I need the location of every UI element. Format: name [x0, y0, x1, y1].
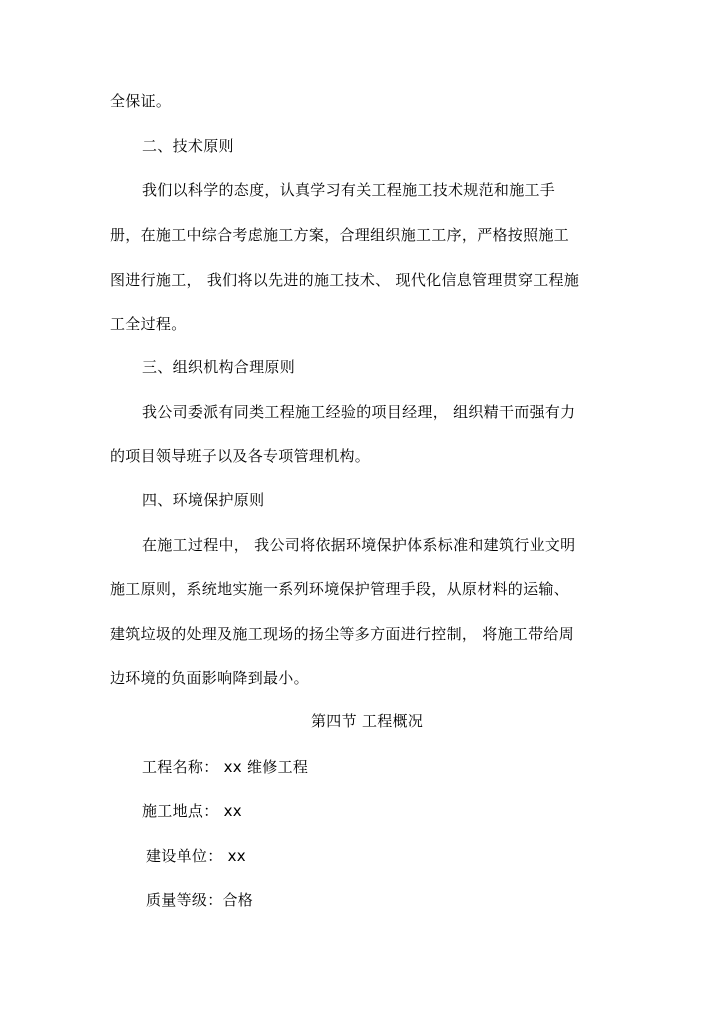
paragraph-line: 施工原则，系统地实施一系列环境保护管理手段，从原材料的运输、: [110, 580, 570, 598]
paragraph-line: 我们以科学的态度，认真学习有关工程施工技术规范和施工手: [142, 181, 556, 199]
paragraph-line: 图进行施工， 我们将以先进的施工技术、 现代化信息管理贯穿工程施: [110, 271, 580, 289]
section-heading-technical-principle: 二、技术原则: [142, 137, 234, 155]
project-name-line: 工程名称： xx 维修工程: [142, 758, 309, 776]
paragraph-line: 册，在施工中综合考虑施工方案，合理组织施工工序，严格按照施工: [110, 226, 570, 244]
paragraph-line: 我公司委派有同类工程施工经验的项目经理， 组织精干而强有力: [142, 403, 576, 421]
construction-site-line: 施工地点： xx: [142, 802, 242, 820]
quality-grade-line: 质量等级：合格: [146, 891, 254, 909]
section-heading-organization-principle: 三、组织机构合理原则: [142, 358, 296, 376]
paragraph-line: 工全过程。: [110, 315, 187, 333]
paragraph-line-end: 全保证。: [110, 92, 172, 110]
paragraph-line: 在施工过程中， 我公司将依据环境保护体系标准和建筑行业文明: [142, 536, 576, 554]
paragraph-line: 的项目领导班子以及各专项管理机构。: [110, 447, 371, 465]
chapter-title: 第四节 工程概况: [311, 712, 424, 730]
paragraph-line: 边环境的负面影响降到最小。: [110, 669, 309, 687]
paragraph-line: 建筑垃圾的处理及施工现场的扬尘等多方面进行控制， 将施工带给周: [110, 625, 575, 643]
section-heading-environment-principle: 四、环境保护原则: [142, 491, 265, 509]
construction-unit-line: 建设单位： xx: [146, 847, 246, 865]
